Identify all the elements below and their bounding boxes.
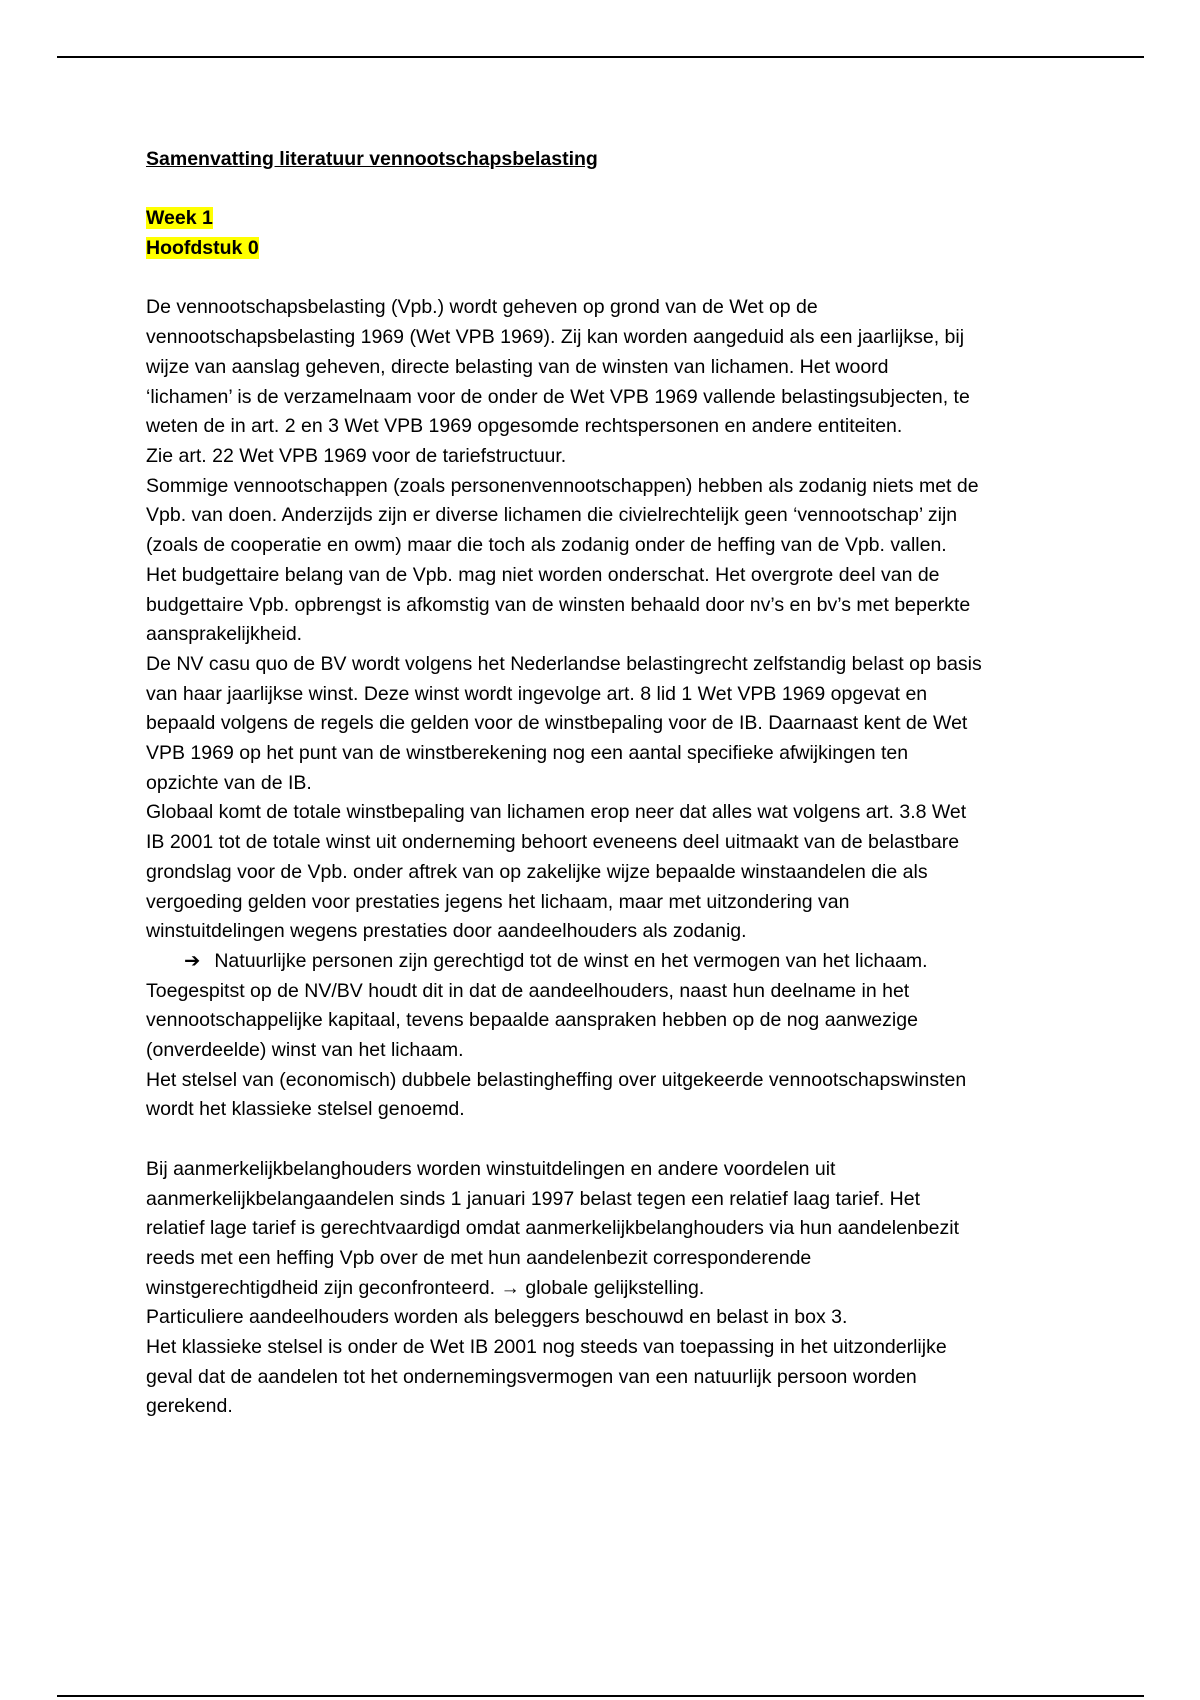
- arrow-bullet-text: Natuurlijke personen zijn gerechtigd tot de winst en het vermogen van het lichaam.: [214, 949, 928, 972]
- document-body: [146, 145, 1096, 1422]
- document-title: Samenvatting literatuur vennootschapsbelasting: [146, 148, 598, 170]
- blank-line: [146, 1125, 1096, 1155]
- week-heading: Week 1: [146, 207, 213, 230]
- footer-rule: [57, 1695, 1144, 1697]
- section-heading: [146, 204, 1096, 263]
- chapter-heading: Hoofdstuk 0: [146, 237, 259, 260]
- paragraph-block-2: Toegespitst op de NV/BV houdt dit in dat de aandeelhouders, naast hun deelname in het vennootschappelijke kapitaal, tevens bepaalde aanspraken hebben op de nog aanwezige (onverdeelde) winst van het lichaam. Het stelsel van (economisch) dubbele belastingheffing over uitgekeerde vennootschapswinsten wordt het klassieke stelsel genoemd.: [146, 979, 967, 1121]
- paragraph-block-1: De vennootschapsbelasting (Vpb.) wordt geheven op grond van de Wet op de vennootschapsbelasting 1969 (Wet VPB 1969). Zij kan worden aangeduid als een jaarlijkse, bij wijze van aanslag geheven, directe belasting van de winsten van lichamen. Het woord ‘lichamen’ is de verzamelnaam voor de onder de Wet VPB 1969 vallende belastingsubjecten, te weten de in art. 2 en 3 Wet VPB 1969 opgesomde rechtspersonen en andere entiteiten. Zie art. 22 Wet VPB 1969 voor de tariefstructuur. Sommige vennootschappen (zoals personenvennootschappen) hebben als zodanig niets met de Vpb. van doen. Anderzijds zijn er diverse lichamen die civielrechtelijk geen ‘vennootschap’ zijn (zoals de cooperatie en owm) maar die toch als zodanig onder de heffing van de Vpb. vallen. Het budgettaire belang van de Vpb. mag niet worden onderschat. Het overgrote deel van de budgettaire Vpb. opbrengst is afkomstig van de winsten behaald door nv’s en bv’s met beperkte aansprakelijkheid. De NV casu quo de BV wordt volgens het Nederlandse belastingrecht zelfstandig belast op basis van haar jaarlijkse winst. Deze winst wordt ingevolge art. 8 lid 1 Wet VPB 1969 opgevat en bepaald volgens de regels die gelden voor de winstbepaling voor de IB. Daarnaast kent de Wet VPB 1969 op het punt van de winstberekening nog een aantal specifieke afwijkingen ten opzichte van de IB. Globaal komt de totale winstbepaling van lichamen erop neer dat alles wat volgens art. 3.8 Wet IB 2001 tot de totale winst uit onderneming behoort eveneens deel uitmaakt van de belastbare grondslag voor de Vpb. onder aftrek van op zakelijke wijze bepaalde winstaandelen die als vergoeding gelden voor prestaties jegens het lichaam, maar met uitzondering van winstuitdelingen wegens prestaties door aandeelhouders als zodanig.: [146, 296, 982, 943]
- arrow-icon: ➔: [184, 949, 201, 972]
- header-rule: [57, 56, 1144, 58]
- blank-line: [146, 264, 1096, 294]
- arrow-bullet: [146, 947, 1096, 977]
- paragraph-block-3: Bij aanmerkelijkbelanghouders worden winstuitdelingen en andere voordelen uit aanmerkelijkbelangaandelen sinds 1 januari 1997 belast tegen een relatief laag tarief. Het relatief lage tarief is gerechtvaardigd omdat aanmerkelijkbelanghouders via hun aandelenbezit reeds met een heffing Vpb over de met hun aandelenbezit corresponderende winstgerechtigdheid zijn geconfronteerd. → globale gelijkstelling. Particuliere aandeelhouders worden als beleggers beschouwd en belast in box 3. Het klassieke stelsel is onder de Wet IB 2001 nog steeds van toepassing in het uitzonderlijke geval dat de aandelen tot het ondernemingsvermogen van een natuurlijk persoon worden gerekend.: [146, 1157, 960, 1418]
